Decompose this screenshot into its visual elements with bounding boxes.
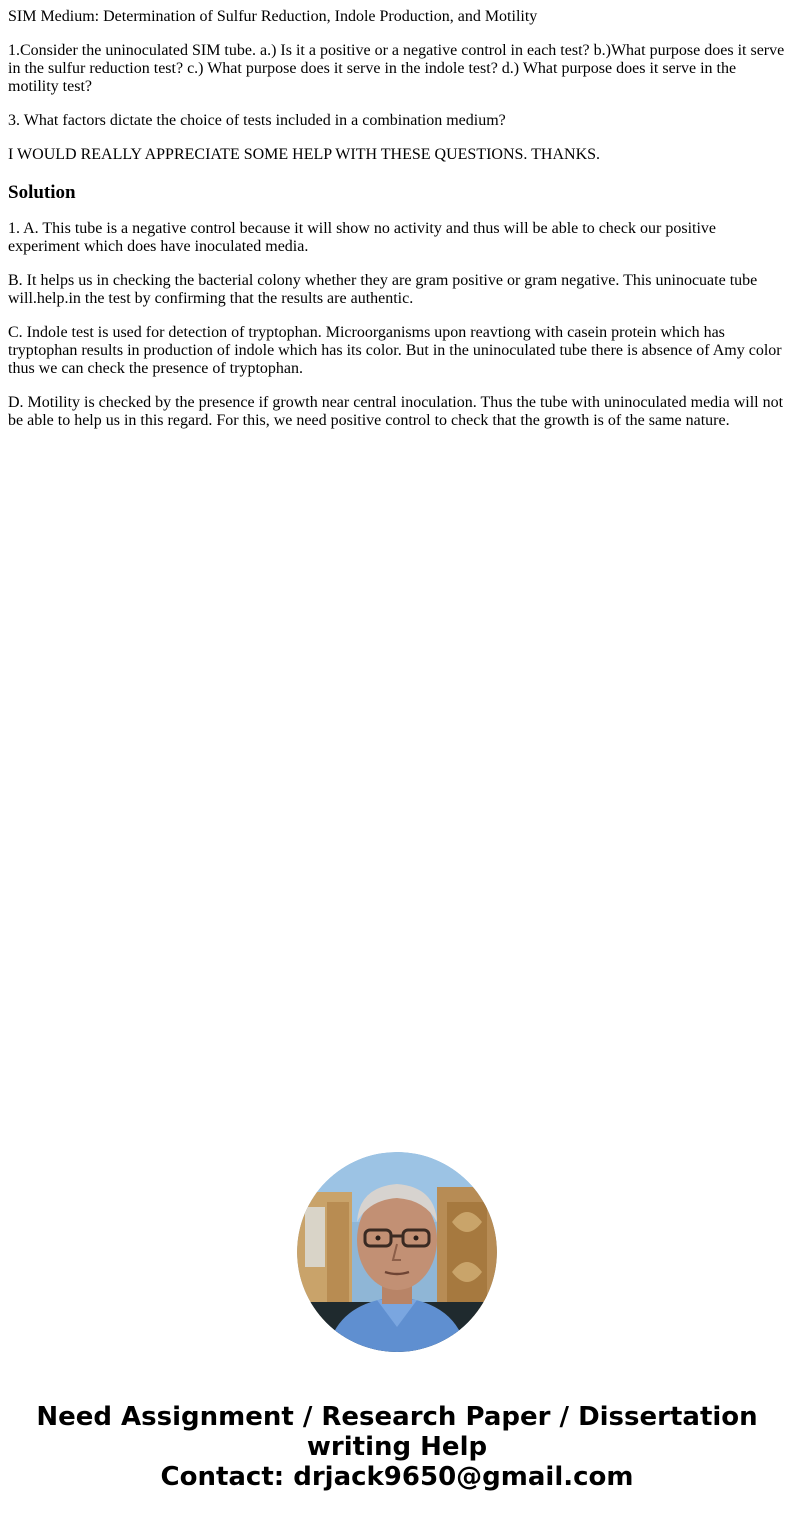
- promo-line-1: Need Assignment / Research Paper / Dissertation: [36, 1402, 758, 1432]
- question-1: 1.Consider the uninoculated SIM tube. a.) Is it a positive or a negative control in each test? b.)What purpose does it serve in the sulfur reduction test? c.) What purpose does it serve in the indole test? d.) What purpose does it serve in the motility test?: [8, 42, 785, 95]
- promo-section: [0, 1152, 794, 1492]
- answer-1d: D. Motility is checked by the presence if growth near central inoculation. Thus the tube with uninoculated media will not be able to help us in this regard. For this, we need positive control to check that the growth is of the same nature.: [8, 394, 784, 429]
- promo-contact: Contact: drjack9650@gmail.com: [160, 1462, 634, 1492]
- question-3: 3. What factors dictate the choice of tests included in a combination medium?: [8, 112, 506, 129]
- avatar-portrait-icon: [297, 1152, 497, 1352]
- promo-text: [0, 1402, 794, 1492]
- avatar: [297, 1152, 497, 1352]
- answer-1a: 1. A. This tube is a negative control because it will show no activity and thus will be able to check our positive experiment which does have inoculated media.: [8, 220, 716, 255]
- answer-1c: C. Indole test is used for detection of tryptophan. Microorganisms upon reavtiong with casein protein which has tryptophan results in production of indole which has its color. But in the uninoculated tube there is absence of Amy color thus we can check the presence of tryptophan.: [8, 324, 782, 377]
- answer-1b: B. It helps us in checking the bacterial colony whether they are gram positive or gram negative. This uninocuate tube will.help.in the test by confirming that the results are authentic.: [8, 272, 758, 307]
- solution-heading: Solution: [8, 182, 76, 203]
- question-title: SIM Medium: Determination of Sulfur Reduction, Indole Production, and Motility: [8, 8, 538, 25]
- question-plea: I WOULD REALLY APPRECIATE SOME HELP WITH THESE QUESTIONS. THANKS.: [8, 146, 601, 163]
- document-body: [0, 0, 794, 430]
- promo-line-2: writing Help: [306, 1432, 488, 1462]
